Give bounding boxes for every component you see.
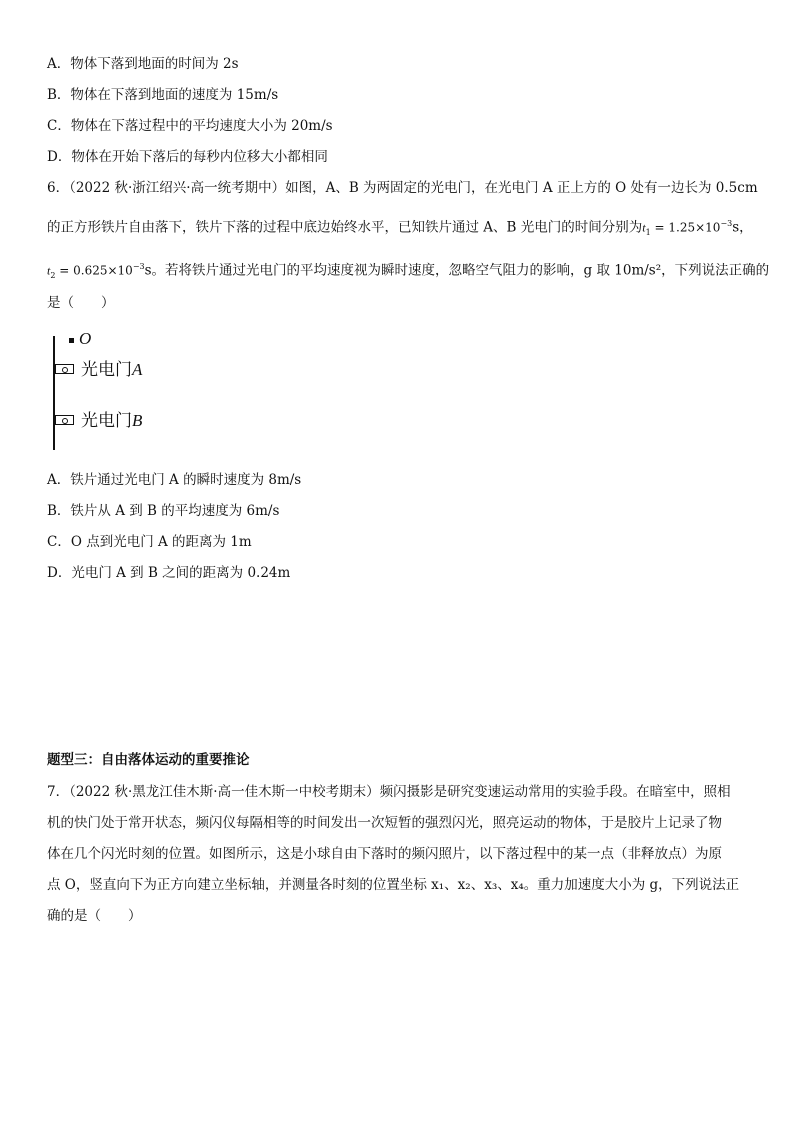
- q6-option-c: C．O 点到光电门 A 的距离为 1m: [47, 534, 252, 550]
- q6-option-a: A．铁片通过光电门 A 的瞬时速度为 8m/s: [47, 472, 302, 488]
- release-point-marker: [69, 338, 74, 343]
- q7-stem-line2: 机的快门处于常开状态，频闪仪每隔相等的时间发出一次短暂的强烈闪光，照亮运动的物体，于是胶片上记录了物: [47, 815, 722, 831]
- t2-unit: s: [144, 262, 152, 279]
- q7-stem-line5: 确的是（ ）: [47, 908, 142, 924]
- q5-option-d: D．物体在开始下落后的每秒内位移大小都相同: [47, 149, 328, 165]
- photogate-b-label: 光电门B: [81, 411, 143, 431]
- photogate-a-label: 光电门A: [81, 360, 143, 380]
- q6-stem-line2: [47, 214, 754, 243]
- t2-symbol: t: [47, 263, 51, 278]
- q6-stem-line4: 是（ ）: [47, 295, 115, 311]
- t1-symbol: t: [642, 220, 646, 235]
- q7-stem-line4: 点 O，竖直向下为正方向建立坐标轴，并测量各时刻的位置坐标 x₁、x₂、x₃、x₄。重力加速度大小为 g，下列说法正: [47, 877, 740, 893]
- q6-option-d: D．光电门 A 到 B 之间的距离为 0.24m: [47, 565, 291, 581]
- t1-unit: s，: [732, 219, 753, 236]
- t1-subscript: 1: [645, 228, 651, 238]
- q6-stem-line3-text: 。若将铁片通过光电门的平均速度视为瞬时速度，忽略空气阻力的影响，g 取 10m/s²，下列说法正确的: [151, 262, 770, 279]
- photogate-b-icon: [55, 415, 74, 425]
- t2-subscript: 2: [50, 271, 56, 281]
- q5-option-c: C．物体在下落过程中的平均速度大小为 20m/s: [47, 118, 333, 134]
- q6-stem-line2-text: 的正方形铁片自由落下，铁片下落的过程中底边始终水平，已知铁片通过 A、B 光电门的时间分别为: [47, 219, 643, 236]
- support-rod: [53, 336, 55, 450]
- section-heading: 题型三：自由落体运动的重要推论: [47, 752, 250, 768]
- photogate-b-sensor-icon: [62, 418, 68, 424]
- q5-option-a: A．物体下落到地面的时间为 2s: [47, 56, 239, 72]
- q6-stem-line1: 6．（2022 秋·浙江绍兴·高一统考期中）如图，A、B 为两固定的光电门，在光电门 A 正上方的 O 处有一边长为 0.5cm: [47, 180, 758, 196]
- t1-exponent: −3: [720, 219, 733, 228]
- photogate-diagram: [47, 329, 187, 454]
- t2-value: = 0.625×10: [55, 263, 133, 278]
- q6-option-b: B．铁片从 A 到 B 的平均速度为 6m/s: [47, 503, 280, 519]
- q7-stem-line3: 体在几个闪光时刻的位置。如图所示，这是小球自由下落时的频闪照片，以下落过程中的某一点（非释放点）为原: [47, 846, 722, 862]
- t2-exponent: −3: [132, 262, 145, 271]
- q6-stem-line3: [47, 257, 770, 286]
- photogate-a-sensor-icon: [62, 367, 68, 373]
- q5-option-b: B．物体在下落到地面的速度为 15m/s: [47, 87, 279, 103]
- q7-stem-line1: 7．（2022 秋·黑龙江佳木斯·高一佳木斯一中校考期末）频闪摄影是研究变速运动常用的实验手段。在暗室中，照相: [47, 784, 731, 800]
- photogate-a-icon: [55, 364, 74, 374]
- point-o-label: O: [79, 329, 92, 348]
- t1-value: = 1.25×10: [650, 220, 721, 235]
